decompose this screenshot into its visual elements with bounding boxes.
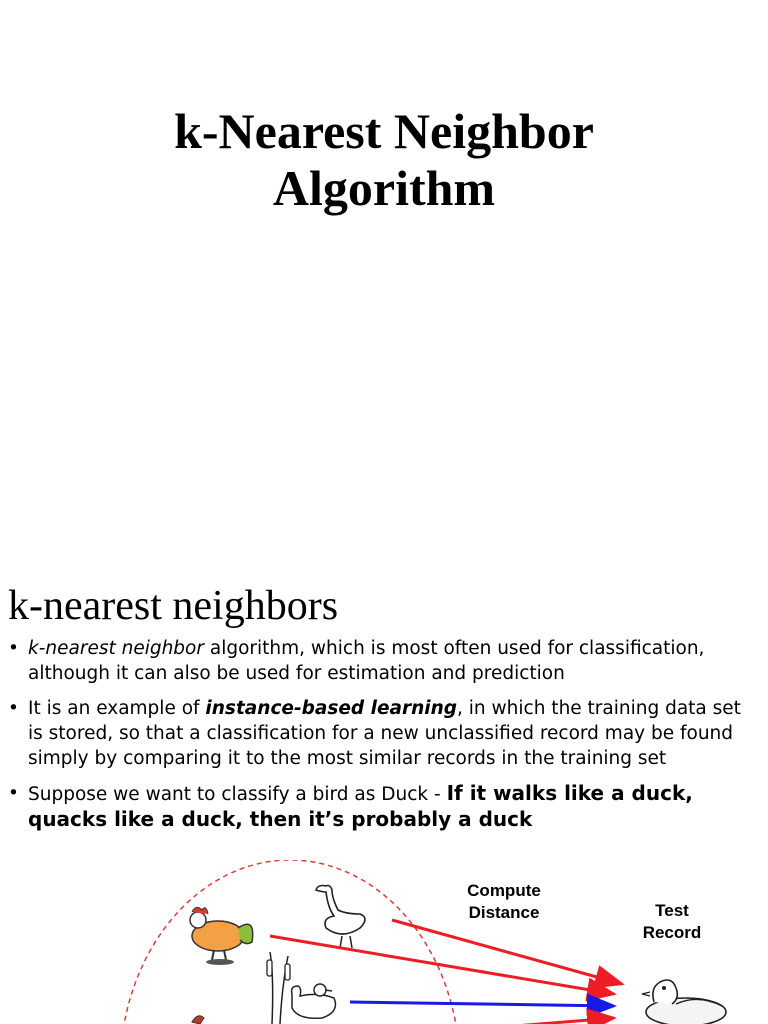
bullet-2-post: , in which the training data set is stored, so that a classification for a new unclassified record may be found simply by comparing it to the most similar records in the training set bbox=[28, 698, 741, 769]
bullet-2-bold-italic: instance-based learning bbox=[205, 698, 458, 719]
test-label-line-2: Record bbox=[642, 923, 702, 942]
bullet-3-pre: Suppose we want to classify a bird as Duck - bbox=[28, 784, 447, 805]
bullet-1-text: algorithm, which is most often used for classification, although it can also be used for estimation and prediction bbox=[28, 638, 705, 684]
ducks-in-reeds-icon bbox=[267, 952, 336, 1024]
slide-title-line-1: k-Nearest Neighbor bbox=[174, 103, 594, 159]
bullet-dot: • bbox=[8, 638, 19, 659]
bullet-item-3 bbox=[8, 781, 758, 833]
bullet-3-bold: If it walks like a duck, quacks like a duck, then it’s probably a duck bbox=[28, 781, 693, 831]
knn-diagram bbox=[0, 860, 768, 1024]
distance-arrow-lower bbox=[440, 1018, 614, 1024]
slide-title-line-2: Algorithm bbox=[272, 160, 496, 216]
bullet-dot: • bbox=[8, 783, 19, 804]
bullet-item-2 bbox=[8, 696, 758, 771]
slide-title bbox=[0, 103, 768, 217]
distance-arrow-goose bbox=[392, 920, 622, 984]
compute-label-line-2: Distance bbox=[468, 903, 540, 922]
rooster-icon bbox=[190, 907, 253, 965]
compute-label-line-1: Compute bbox=[467, 881, 541, 900]
content-slide bbox=[0, 560, 768, 1024]
bullet-item-1 bbox=[8, 636, 758, 686]
test-label-line-1: Test bbox=[655, 901, 689, 920]
bullet-1-italic: k-nearest neighbor bbox=[28, 638, 204, 659]
slide-heading: k-nearest neighbors bbox=[8, 583, 339, 629]
bullet-dot: • bbox=[8, 698, 19, 719]
rubber-duck-icon bbox=[642, 980, 726, 1024]
bullet-2-pre: It is an example of bbox=[28, 698, 206, 719]
bird-icon bbox=[192, 1016, 204, 1024]
training-set-circle bbox=[120, 860, 460, 1024]
compute-distance-label bbox=[446, 880, 562, 924]
goose-icon bbox=[316, 886, 365, 949]
test-record-label bbox=[624, 900, 720, 944]
distance-arrow-ducks bbox=[350, 1002, 614, 1006]
bullet-list bbox=[8, 636, 758, 843]
